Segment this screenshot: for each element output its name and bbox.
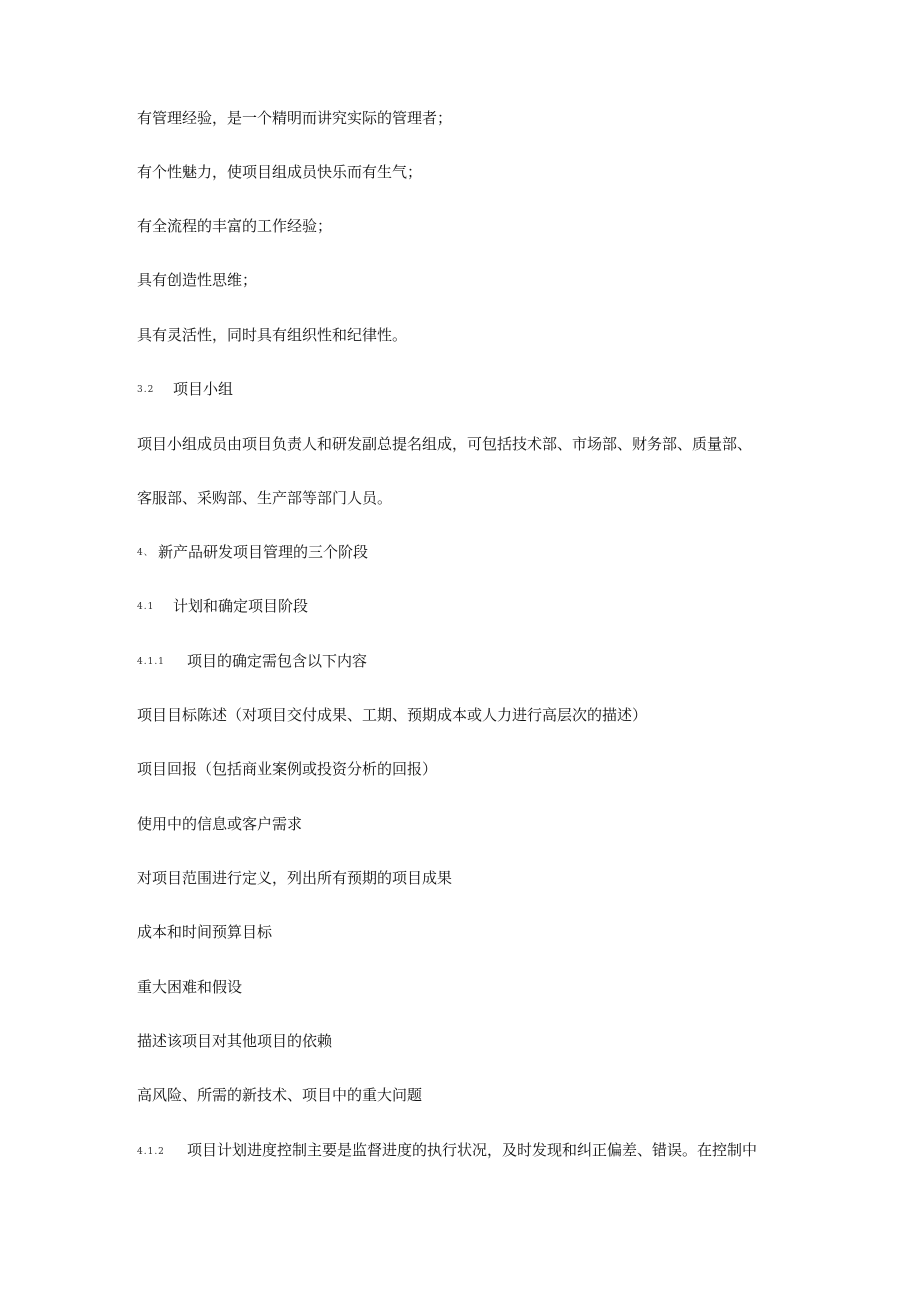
text-line: 有个性魅力，使项目组成员快乐而有生气； bbox=[137, 163, 423, 181]
list-item: 高风险、所需的新技术、项目中的重大问题 bbox=[137, 1086, 423, 1104]
text-line: 具有创造性思维； bbox=[137, 271, 258, 289]
text-line: 具有灵活性，同时具有组织性和纪律性。 bbox=[137, 326, 408, 344]
section-heading: 计划和确定项目阶段 bbox=[173, 597, 309, 615]
list-item: 项目回报（包括商业案例或投资分析的回报） bbox=[137, 760, 438, 778]
list-item: 成本和时间预算目标 bbox=[137, 923, 273, 941]
list-item: 重大困难和假设 bbox=[137, 978, 243, 996]
paragraph-line: 项目小组成员由项目负责人和研发副总提名组成，可包括技术部、市场部、财务部、质量部、 bbox=[137, 435, 753, 453]
paragraph-line: 项目计划进度控制主要是监督进度的执行状况，及时发现和纠正偏差、错误。在控制中 bbox=[187, 1141, 758, 1159]
list-item: 描述该项目对其他项目的依赖 bbox=[137, 1032, 333, 1050]
section-heading: 新产品研发项目管理的三个阶段 bbox=[158, 543, 369, 561]
list-item: 对项目范围进行定义，列出所有预期的项目成果 bbox=[137, 869, 453, 887]
section-number: 4、 bbox=[137, 548, 154, 558]
section-number: 4.1 bbox=[137, 602, 155, 612]
list-item: 使用中的信息或客户需求 bbox=[137, 815, 303, 833]
section-heading: 项目小组 bbox=[173, 380, 234, 398]
section-number: 4.1.2 bbox=[137, 1147, 165, 1157]
section-number: 4.1.1 bbox=[137, 657, 165, 667]
text-line: 有全流程的丰富的工作经验； bbox=[137, 217, 333, 235]
text-line: 有管理经验，是一个精明而讲究实际的管理者； bbox=[137, 109, 453, 127]
list-item: 项目目标陈述（对项目交付成果、工期、预期成本或人力进行高层次的描述） bbox=[137, 706, 648, 724]
section-heading: 项目的确定需包含以下内容 bbox=[187, 652, 368, 670]
paragraph-line: 客服部、采购部、生产部等部门人员。 bbox=[137, 489, 393, 507]
section-number: 3.2 bbox=[137, 385, 155, 395]
